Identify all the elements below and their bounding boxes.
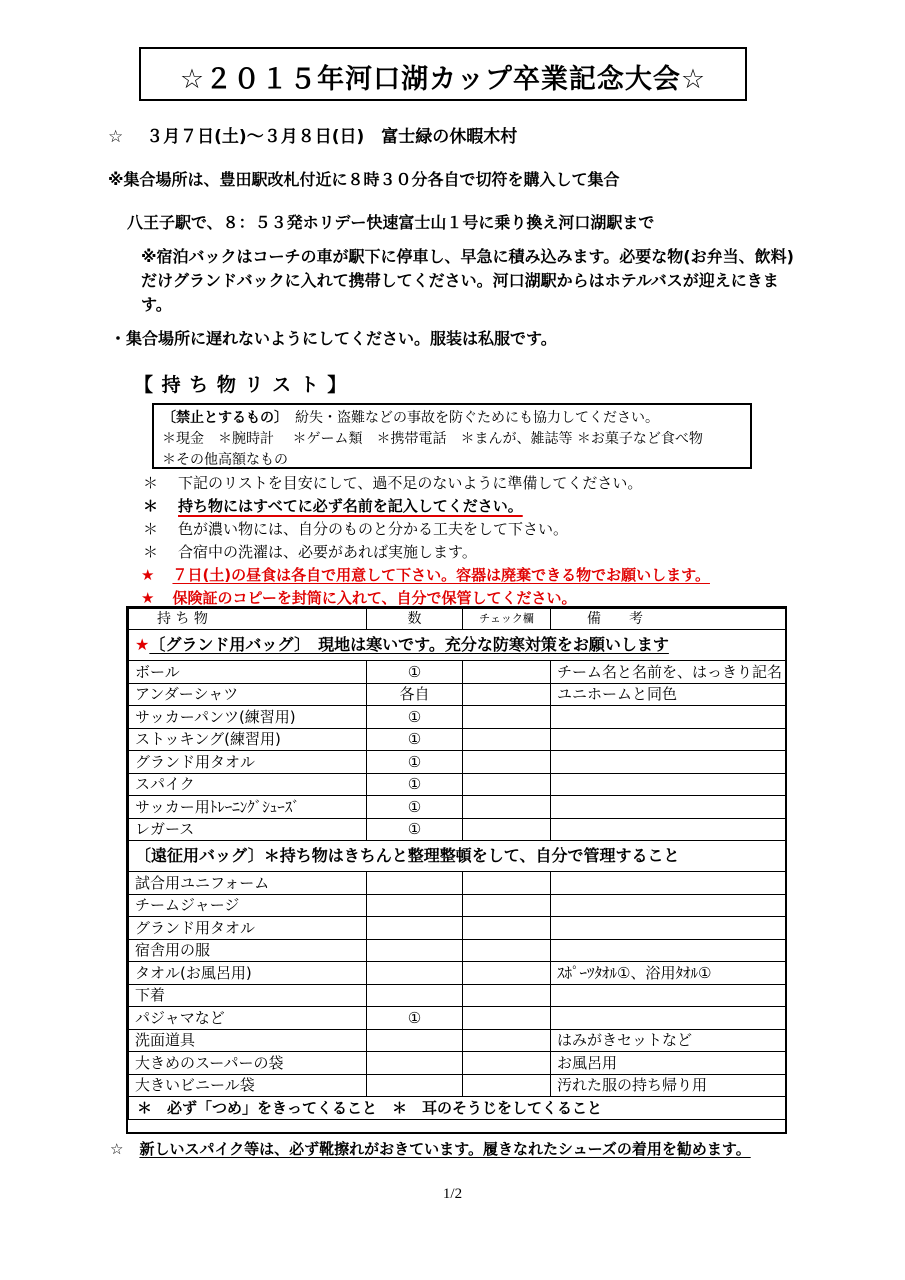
col-header-item: 持 ち 物 bbox=[129, 609, 367, 630]
item-count: ① bbox=[367, 706, 463, 729]
check-box[interactable] bbox=[463, 773, 551, 796]
transfer-info: 八王子駅で、８：５３発ホリデー快速富士山１号に乗り換え河口湖駅まで bbox=[127, 213, 655, 232]
check-box[interactable] bbox=[463, 661, 551, 684]
table-row bbox=[129, 939, 786, 962]
prohibited-intro: 紛失・盗難などの事故を防ぐためにも協力してください。 bbox=[281, 410, 659, 426]
section-label: 〔グランド用バッグ〕 現地は寒いです。充分な防寒対策をお願いします bbox=[149, 635, 669, 654]
luggage-note: ※宿泊バックはコーチの車が駅下に停車し、早急に積み込みます。必要な物(お弁当、飲料)だけグランドバックに入れて携帯してください。河口湖駅からはホテルバスが迎えにきます。 bbox=[141, 247, 794, 314]
item-name: グランド用タオル bbox=[129, 751, 367, 774]
check-box[interactable] bbox=[463, 706, 551, 729]
bullet-mark: ＊ bbox=[143, 497, 159, 515]
item-name: 宿舎用の服 bbox=[129, 939, 367, 962]
closing-note bbox=[110, 1138, 751, 1159]
item-count bbox=[367, 984, 463, 1007]
check-box[interactable] bbox=[463, 1029, 551, 1052]
table-row bbox=[129, 728, 786, 751]
item-name: 下着 bbox=[129, 984, 367, 1007]
item-count: ① bbox=[367, 751, 463, 774]
meeting-place: ※集合場所は、豊田駅改札付近に８時３０分各自で切符を購入して集合 bbox=[108, 170, 620, 189]
note-text: 保険証のコピーを封筒に入れて、自分で保管してください。 bbox=[172, 589, 577, 607]
page-title: ☆２０１５年河口湖カップ卒業記念大会☆ bbox=[179, 64, 707, 95]
col-header-check: チェック欄 bbox=[463, 609, 551, 630]
belongings-table bbox=[128, 608, 786, 1120]
check-box[interactable] bbox=[463, 1052, 551, 1075]
item-count bbox=[367, 962, 463, 985]
item-remark: お風呂用 bbox=[551, 1052, 786, 1075]
table-header-row bbox=[129, 609, 786, 630]
item-name: 洗面道具 bbox=[129, 1029, 367, 1052]
prohibited-other: ＊その他高額なもの bbox=[162, 452, 288, 468]
list-heading: 【 持 ち 物 リ ス ト 】 bbox=[134, 374, 348, 396]
check-box[interactable] bbox=[463, 728, 551, 751]
table-row bbox=[129, 683, 786, 706]
check-box[interactable] bbox=[463, 939, 551, 962]
check-box[interactable] bbox=[463, 1007, 551, 1030]
item-remark bbox=[551, 917, 786, 940]
check-box[interactable] bbox=[463, 751, 551, 774]
star-icon: ★ bbox=[141, 566, 155, 584]
item-remark: はみがきセットなど bbox=[551, 1029, 786, 1052]
item-count: 各自 bbox=[367, 683, 463, 706]
table-row bbox=[129, 872, 786, 895]
item-count bbox=[367, 1074, 463, 1097]
item-remark: 汚れた服の持ち帰り用 bbox=[551, 1074, 786, 1097]
item-name: サッカーパンツ(練習用) bbox=[129, 706, 367, 729]
item-remark bbox=[551, 751, 786, 774]
item-remark bbox=[551, 773, 786, 796]
check-box[interactable] bbox=[463, 1074, 551, 1097]
prohibited-label: 〔禁止とするもの〕 bbox=[162, 410, 281, 426]
check-box[interactable] bbox=[463, 872, 551, 895]
title-box bbox=[139, 47, 747, 101]
note-item bbox=[143, 495, 523, 516]
prohibited-box bbox=[152, 403, 752, 469]
item-count: ① bbox=[367, 1007, 463, 1030]
bullet-mark: ＊ bbox=[143, 543, 159, 561]
item-count bbox=[367, 872, 463, 895]
item-name: スパイク bbox=[129, 773, 367, 796]
item-remark bbox=[551, 1007, 786, 1030]
bullet-mark: ＊ bbox=[143, 474, 159, 492]
table-row bbox=[129, 1007, 786, 1030]
item-remark bbox=[551, 706, 786, 729]
note-item bbox=[143, 541, 477, 562]
table-row bbox=[129, 661, 786, 684]
col-header-count: 数 bbox=[367, 609, 463, 630]
item-name: 試合用ユニフォーム bbox=[129, 872, 367, 895]
star-icon: ★ bbox=[135, 635, 150, 654]
star-outline-icon: ☆ bbox=[110, 1140, 124, 1158]
late-note: ・集合場所に遅れないようにしてください。服装は私服です。 bbox=[110, 329, 557, 348]
item-count: ① bbox=[367, 728, 463, 751]
item-remark bbox=[551, 984, 786, 1007]
table-row bbox=[129, 917, 786, 940]
table-row bbox=[129, 894, 786, 917]
item-remark bbox=[551, 818, 786, 841]
table-row bbox=[129, 962, 786, 985]
closing-text: 新しいスパイク等は、必ず靴擦れがおきています。履きなれたシューズの着用を勧めます。 bbox=[139, 1140, 751, 1158]
item-name: タオル(お風呂用) bbox=[129, 962, 367, 985]
table-row bbox=[129, 1074, 786, 1097]
item-name: アンダーシャツ bbox=[129, 683, 367, 706]
item-name: ボール bbox=[129, 661, 367, 684]
item-remark: チーム名と名前を、はっきり記名 bbox=[551, 661, 786, 684]
item-count: ① bbox=[367, 661, 463, 684]
note-item bbox=[143, 518, 568, 539]
prohibited-items: ＊現金 ＊腕時計 ＊ゲーム類 ＊携帯電話 ＊まんが、雑誌等 ＊お菓子など食べ物 bbox=[162, 431, 703, 447]
check-box[interactable] bbox=[463, 917, 551, 940]
ground-bag-section bbox=[129, 630, 786, 661]
star-icon: ★ bbox=[141, 589, 155, 607]
item-count: ① bbox=[367, 773, 463, 796]
item-count bbox=[367, 1029, 463, 1052]
check-box[interactable] bbox=[463, 984, 551, 1007]
item-name: チームジャージ bbox=[129, 894, 367, 917]
item-remark bbox=[551, 872, 786, 895]
bullet-mark: ＊ bbox=[143, 520, 159, 538]
item-name: 大きいビニール袋 bbox=[129, 1074, 367, 1097]
col-header-notes: 備 考 bbox=[551, 609, 786, 630]
item-name: グランド用タオル bbox=[129, 917, 367, 940]
item-count: ① bbox=[367, 796, 463, 819]
note-text: 合宿中の洗濯は、必要があれば実施します。 bbox=[178, 543, 477, 561]
table-row bbox=[129, 1029, 786, 1052]
table-row bbox=[129, 773, 786, 796]
item-count: ① bbox=[367, 818, 463, 841]
item-remark bbox=[551, 796, 786, 819]
table-row bbox=[129, 818, 786, 841]
check-box[interactable] bbox=[463, 796, 551, 819]
item-count bbox=[367, 917, 463, 940]
table-row bbox=[129, 796, 786, 819]
section-label: 〔遠征用バッグ〕＊持ち物はきちんと整理整頓をして、自分で管理すること bbox=[129, 841, 786, 872]
item-count bbox=[367, 1052, 463, 1075]
item-remark: ｽﾎﾟｰﾂﾀｵﾙ①、浴用ﾀｵﾙ① bbox=[551, 962, 786, 985]
item-name: 大きめのスーパーの袋 bbox=[129, 1052, 367, 1075]
item-count bbox=[367, 894, 463, 917]
footer-note: ＊ 必ず「つめ」をきってくること ＊ 耳のそうじをしてくること bbox=[129, 1097, 786, 1120]
item-name: レガース bbox=[129, 818, 367, 841]
table-footer-row bbox=[129, 1097, 786, 1120]
check-box[interactable] bbox=[463, 962, 551, 985]
table-row bbox=[129, 984, 786, 1007]
table-row bbox=[129, 706, 786, 729]
item-remark bbox=[551, 894, 786, 917]
check-box[interactable] bbox=[463, 818, 551, 841]
note-text: 持ち物にはすべてに必ず名前を記入してください。 bbox=[178, 497, 523, 515]
note-text: 下記のリストを目安にして、過不足のないように準備してください。 bbox=[178, 474, 643, 492]
note-text: 色が濃い物には、自分のものと分かる工夫をして下さい。 bbox=[178, 520, 569, 538]
note-text: ７日(土)の昼食は各自で用意して下さい。容器は廃棄できる物でお願いします。 bbox=[172, 566, 710, 584]
check-box[interactable] bbox=[463, 683, 551, 706]
note-item bbox=[141, 564, 710, 585]
item-count bbox=[367, 939, 463, 962]
table-row bbox=[129, 751, 786, 774]
item-remark: ユニホームと同色 bbox=[551, 683, 786, 706]
note-item bbox=[143, 472, 642, 493]
away-bag-section bbox=[129, 841, 786, 872]
item-remark bbox=[551, 939, 786, 962]
item-name: サッカー用ﾄﾚｰﾆﾝｸﾞｼｭｰｽﾞ bbox=[129, 796, 367, 819]
note-item bbox=[141, 587, 577, 608]
item-name: ストッキング(練習用) bbox=[129, 728, 367, 751]
item-remark bbox=[551, 728, 786, 751]
date-line: ☆ ３月７日(土)～３月８日(日) 富士緑の休暇木村 bbox=[108, 127, 518, 147]
check-box[interactable] bbox=[463, 894, 551, 917]
page-number: 1/2 bbox=[442, 1186, 463, 1202]
table-row bbox=[129, 1052, 786, 1075]
item-name: パジャマなど bbox=[129, 1007, 367, 1030]
